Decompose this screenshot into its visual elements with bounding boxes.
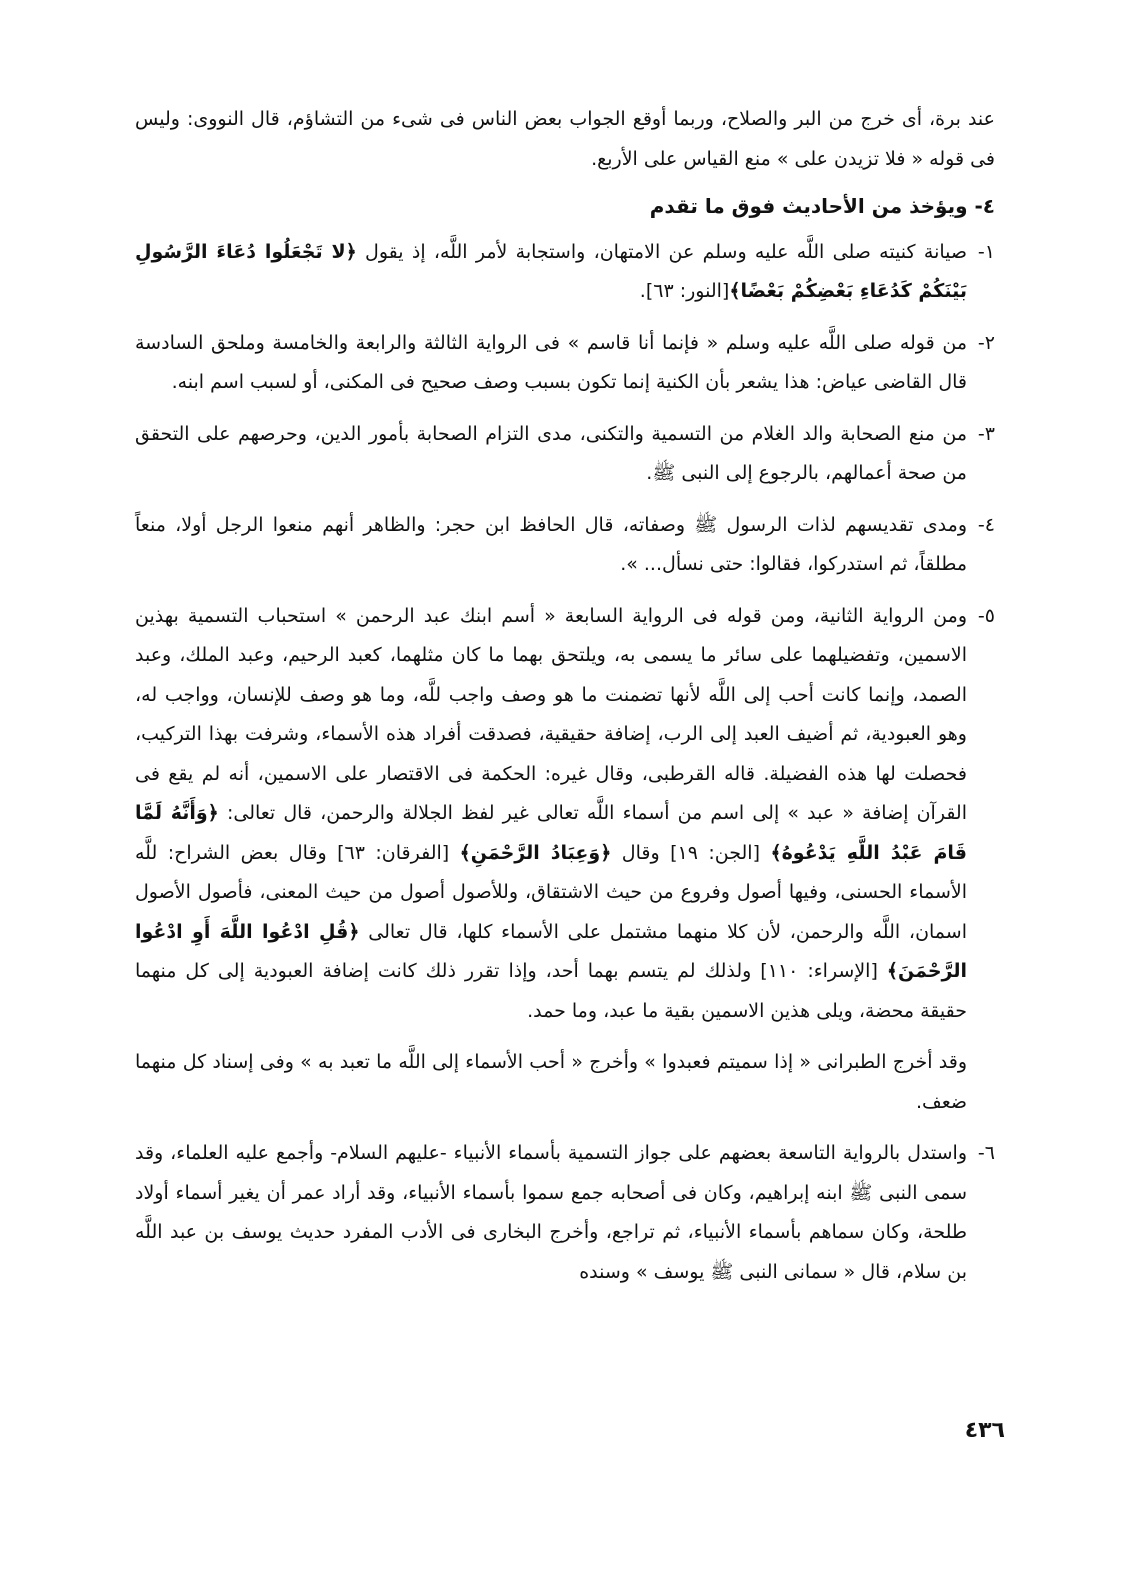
- item-number: ٥-: [977, 604, 995, 627]
- quran-verse: ﴿وَعِبَادُ الرَّحْمَنِ﴾: [459, 841, 612, 864]
- quran-verse: ﴿قُلِ ادْعُوا اللَّهَ أَوِ ادْعُوا الرَّحْمَنَ﴾: [135, 920, 968, 982]
- quran-verse: ﴿وَأَنَّهُ لَمَّا قَامَ عَبْدُ اللَّهِ يَدْعُوهُ﴾: [135, 802, 967, 864]
- verse-reference: [النور: ٦٣].: [639, 280, 730, 302]
- item-number: ٤-: [977, 513, 995, 536]
- item-number: ٢-: [977, 331, 995, 354]
- item-text: من منع الصحابة والد الغلام من التسمية والتكنى، مدى التزام الصحابة بأمور الدين، وحرصهم على التحقق من صحة أعمالهم، بالرجوع إلى النبى ﷺ.: [135, 422, 967, 484]
- page-number: ٤٣٦: [964, 1418, 1005, 1443]
- page-body: [135, 100, 995, 1304]
- item-number: ٣-: [977, 422, 995, 445]
- list-item-2: [135, 324, 995, 403]
- item-text: صيانة كنيته صلى اللَّه عليه وسلم عن الامتهان، واستجابة لأمر اللَّه، إذ يقول: [356, 240, 968, 263]
- quran-verse: ﴿لا تَجْعَلُوا دُعَاءَ الرَّسُولِ بَيْنَكُمْ كَدُعَاءِ بَعْضِكُمْ بَعْضًا﴾: [135, 240, 967, 302]
- list-item-5: [135, 597, 995, 1032]
- list-item-6: [135, 1134, 995, 1292]
- item-number: ٦-: [977, 1142, 995, 1164]
- list-item-3: [135, 415, 995, 494]
- item-text: ومدى تقديسهم لذات الرسول ﷺ وصفاته، قال الحافظ ابن حجر: والظاهر أنهم منعوا الرجل أولا، منعاً مطلقاً، ثم استدركوا، فقالوا: حتى نسأل... ».: [135, 513, 967, 575]
- section-heading: ٤- ويؤخذ من الأحاديث فوق ما تقدم: [649, 194, 995, 218]
- continuation-paragraph: [135, 1043, 995, 1122]
- item-text: [الجن: ١٩] وقال: [611, 841, 771, 864]
- list-item-1: [135, 233, 995, 312]
- item-text: وقد أخرج الطبرانى « إذا سميتم فعبدوا » وأخرج « أحب الأسماء إلى اللَّه ما تعبد به » وفى إسناد كل منهما ضعف.: [135, 1051, 967, 1113]
- intro-paragraph: عند برة، أى خرج من البر والصلاح، وربما أوقع الجواب بعض الناس فى شىء من التشاؤم، قال النووى: وليس فى قوله « فلا تزيدن على » منع القياس على الأربع.: [135, 108, 995, 170]
- item-text: ومن الرواية الثانية، ومن قوله فى الرواية السابعة « أسم ابنك عبد الرحمن » استحباب التسمية بهذين الاسمين، وتفضيلهما على سائر ما يسمى به، ويلتحق بهما ما كان مثلهما، كعبد الرحيم، وعبد الملك، وعبد الصمد، وإنما كانت أحب إلى اللَّه لأنها تضمنت ما هو وصف واجب للَّه، وما هو وصف للإنسان، وواجب له، وهو العبودية، ثم أضيف العبد إلى الرب، إضافة حقيقية، فصدقت أفراد هذه الأسماء، وشرفت بهذا التركيب، فحصلت لها هذه الفضيلة. قاله القرطبى، وقال غيره: الحكمة فى الاقتصار على الاسمين، أنه لم يقع فى القرآن إضافة « عبد » إلى اسم من أسماء اللَّه تعالى غير لفظ الجلالة والرحمن، قال تعالى:: [135, 604, 967, 824]
- item-number: ١-: [977, 240, 995, 263]
- item-text: واستدل بالرواية التاسعة بعضهم على جواز التسمية بأسماء الأنبياء -عليهم السلام- وأجمع عليه العلماء، وقد سمى النبى ﷺ ابنه إبراهيم، وكان فى أصحابه جمع سموا بأسماء الأنبياء، وقد أراد عمر أن يغير أسماء أولاد طلحة، وكان سماهم بأسماء الأنبياء، ثم تراجع، وأخرج البخارى فى الأدب المفرد حديث يوسف بن عبد اللَّه بن سلام، قال « سمانى النبى ﷺ يوسف » وسنده: [135, 1142, 967, 1283]
- item-text: من قوله صلى اللَّه عليه وسلم « فإنما أنا قاسم » فى الرواية الثالثة والرابعة والخامسة وملحق السادسة قال القاضى عياض: هذا يشعر بأن الكنية إنما تكون بسبب وصف صحيح فى المكنى، أو لسبب اسم ابنه.: [135, 331, 967, 393]
- list-item-4: [135, 506, 995, 585]
- item-text: [الفرقان: ٦٣] وقال بعض الشراح: للَّه الأسماء الحسنى، وفيها أصول وفروع من حيث الاشتقاق، وللأصول أصول من حيث المعنى، فأصول الأصول اسمان، اللَّه والرحمن، لأن كلا منهما مشتمل على الأسماء كلها، قال تعالى: [135, 841, 967, 943]
- item-text: [الإسراء: ١١٠] ولذلك لم يتسم بهما أحد، وإذا تقرر ذلك كانت إضافة العبودية إلى كل منهما حقيقة محضة، ويلى هذين الاسمين بقية ما عبد، وما حمد.: [135, 960, 967, 1022]
